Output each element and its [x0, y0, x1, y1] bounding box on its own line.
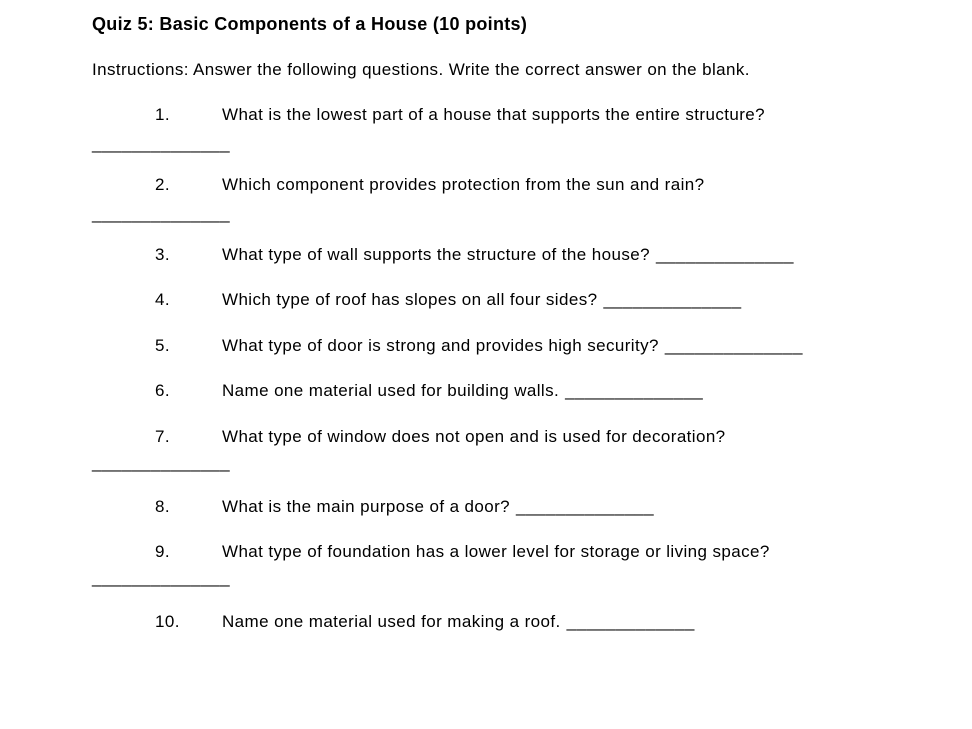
question-row-9: [92, 542, 942, 562]
question-text: Which component provides protection from the sun and rain?: [222, 175, 705, 194]
question-row-6: [92, 381, 942, 401]
answer-blank-line: ______________: [92, 204, 230, 223]
answer-blank-line: ______________: [92, 134, 230, 153]
question-text: What is the main purpose of a door?: [222, 497, 511, 516]
question-number: 5.: [155, 336, 170, 355]
question-text: What type of door is strong and provides high security?: [222, 336, 659, 355]
question-number: 3.: [155, 245, 170, 264]
question-number: 8.: [155, 497, 170, 516]
question-text: Name one material used for building walls.: [222, 381, 560, 400]
question-text: What type of wall supports the structure of the house?: [222, 245, 650, 264]
question-row-5: [92, 336, 942, 356]
question-number: 2.: [155, 175, 170, 194]
question-number: 9.: [155, 542, 170, 561]
inline-answer-blank: ______________: [516, 497, 655, 516]
question-text: Name one material used for making a roof.: [222, 612, 561, 631]
quiz-title: Quiz 5: Basic Components of a House (10 points): [92, 14, 528, 34]
question-number: 1.: [155, 105, 170, 124]
question-text: What type of window does not open and is used for decoration?: [222, 427, 726, 446]
question-row-4: [92, 290, 942, 310]
question-row-1: [92, 105, 942, 125]
question-text: Which type of roof has slopes on all four sides?: [222, 290, 598, 309]
question-row-8: [92, 497, 942, 517]
inline-answer-blank: ______________: [655, 245, 794, 264]
instructions: Instructions: Answer the following questions. Write the correct answer on the blank.: [92, 60, 750, 79]
inline-answer-blank: ______________: [603, 290, 742, 309]
question-number: 10.: [155, 612, 180, 631]
question-row-10: [92, 612, 942, 632]
question-number: 6.: [155, 381, 170, 400]
inline-answer-blank: ______________: [664, 336, 803, 355]
question-number: 4.: [155, 290, 170, 309]
inline-answer-blank: _____________: [566, 612, 695, 631]
question-number: 7.: [155, 427, 170, 446]
question-text: What is the lowest part of a house that supports the entire structure?: [222, 105, 765, 124]
question-row-2: [92, 175, 942, 195]
answer-blank-line: ______________: [92, 568, 230, 587]
inline-answer-blank: ______________: [565, 381, 704, 400]
answer-blank-line: ______________: [92, 453, 230, 472]
question-row-3: [92, 245, 942, 265]
question-row-7: [92, 427, 942, 447]
question-text: What type of foundation has a lower level for storage or living space?: [222, 542, 770, 561]
